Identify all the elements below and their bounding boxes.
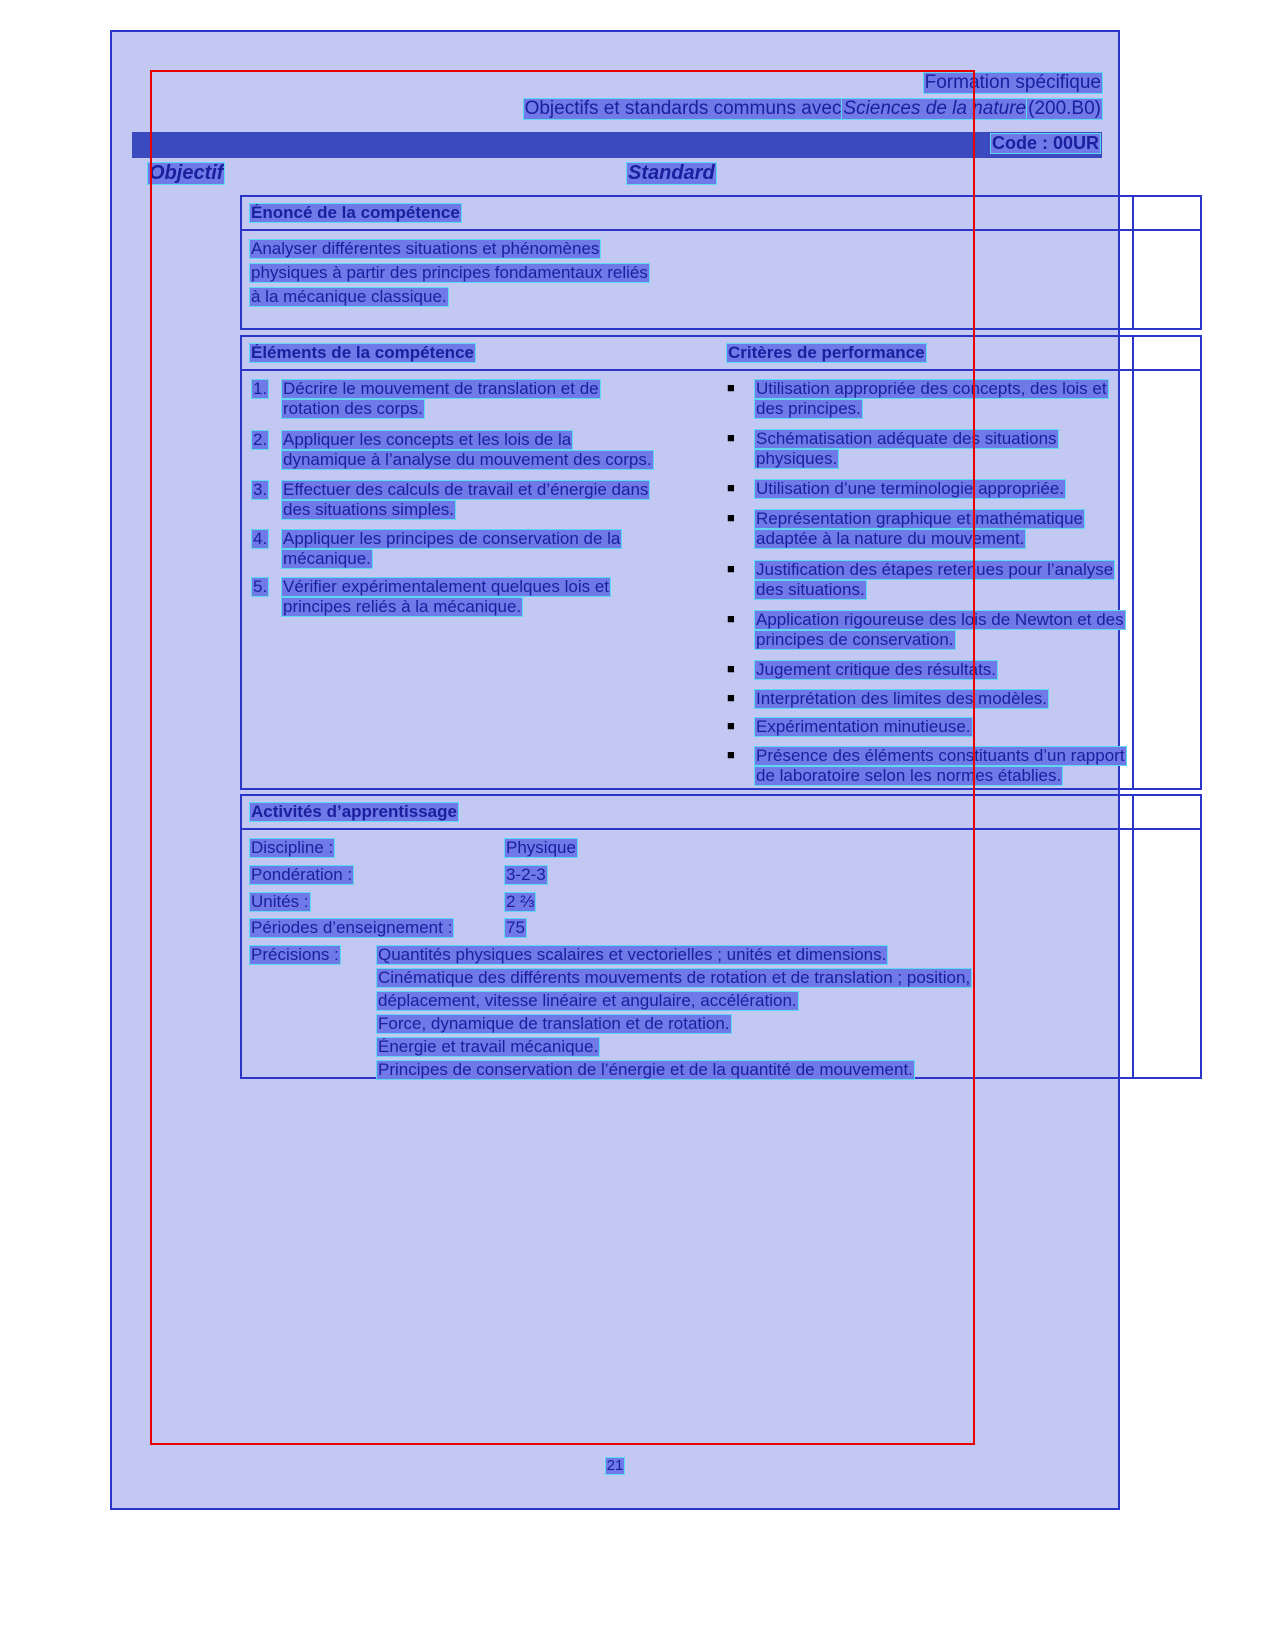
code-bar-value-wrap bbox=[991, 133, 1100, 154]
enonce-line-2-text: physiques à partir des principes fondamentaux reliés bbox=[251, 263, 648, 282]
critere-item-6 bbox=[727, 610, 1197, 650]
precisions-line-2-text: Cinématique des différents mouvements de rotation et de translation ; position, bbox=[378, 968, 971, 987]
critere-item-1-line-1: Utilisation appropriée des concepts, des lois et bbox=[756, 379, 1107, 398]
precisions-line-4-text: Force, dynamique de translation et de rotation. bbox=[378, 1014, 730, 1033]
enonce-heading: Énoncé de la compétence bbox=[251, 203, 460, 222]
precisions-line-3-text: déplacement, vitesse linéaire et angulaire, accélération. bbox=[378, 991, 797, 1010]
column-title-standard: Standard bbox=[628, 162, 715, 184]
bullet-icon: ■ bbox=[727, 510, 735, 525]
critere-item-7 bbox=[727, 660, 1197, 680]
activites-row-unites-value: 2 ⅔ bbox=[506, 892, 535, 911]
elements-heading: Éléments de la compétence bbox=[251, 343, 474, 362]
header-line-formation bbox=[132, 72, 1102, 94]
precisions-line-2 bbox=[377, 968, 971, 988]
element-item-2-line-2: dynamique à l’analyse du mouvement des corps. bbox=[283, 450, 652, 469]
header-objectifs-suffix: (200.B0) bbox=[1028, 98, 1101, 119]
critere-item-1 bbox=[727, 379, 1197, 419]
element-item-5-number: 5. bbox=[253, 577, 268, 596]
code-bar bbox=[132, 132, 1102, 158]
page-number: 21 bbox=[606, 1457, 624, 1474]
element-item-2-line-1: Appliquer les concepts et les lois de la bbox=[283, 430, 572, 449]
critere-item-4 bbox=[727, 509, 1197, 549]
element-item-3 bbox=[252, 480, 722, 520]
element-item-5 bbox=[252, 577, 722, 617]
enonce-line-1-text: Analyser différentes situations et phénomènes bbox=[251, 239, 600, 258]
bullet-icon: ■ bbox=[727, 430, 735, 445]
page-number-wrap bbox=[112, 1457, 1118, 1474]
precisions-line-3 bbox=[377, 991, 798, 1011]
header-objectifs-italic: Sciences de la nature bbox=[843, 98, 1027, 119]
element-item-1-line-2: rotation des corps. bbox=[283, 399, 423, 418]
activites-row-ponderation-value: 3-2-3 bbox=[506, 865, 546, 884]
criteres-heading-wrap bbox=[727, 343, 926, 363]
activites-heading-wrap bbox=[250, 802, 458, 822]
activites-heading: Activités d’apprentissage bbox=[251, 802, 457, 821]
section-activites bbox=[240, 794, 1202, 1079]
precisions-line-1-text: Quantités physiques scalaires et vectorielles ; unités et dimensions. bbox=[378, 945, 887, 964]
element-item-5-line-2: principes reliés à la mécanique. bbox=[283, 597, 522, 616]
critere-item-2 bbox=[727, 429, 1197, 469]
precisions-line-6 bbox=[377, 1060, 914, 1080]
activites-row-ponderation bbox=[250, 865, 710, 885]
code-bar-value: Code : 00UR bbox=[991, 133, 1099, 153]
critere-item-2-line-1: Schématisation adéquate des situations bbox=[756, 429, 1057, 448]
column-title-objectif-wrap bbox=[148, 162, 224, 185]
activites-row-discipline-key: Discipline : bbox=[251, 838, 334, 857]
enonce-line-3 bbox=[250, 287, 448, 307]
column-title-standard-wrap bbox=[627, 162, 716, 185]
critere-item-3-line-1: Utilisation d’une terminologie appropriée. bbox=[756, 479, 1065, 498]
divider-enonce-header bbox=[242, 229, 1200, 231]
critere-item-8-line-1: Interprétation des limites des modèles. bbox=[756, 689, 1048, 708]
activites-row-periodes-value: 75 bbox=[506, 918, 525, 937]
enonce-line-2 bbox=[250, 263, 649, 283]
column-titles-row bbox=[142, 162, 1102, 190]
critere-item-10-line-1: Présence des éléments constituants d’un rapport bbox=[756, 746, 1125, 765]
critere-item-5-line-1: Justification des étapes retenues pour l’analyse bbox=[756, 560, 1114, 579]
precisions-line-4 bbox=[377, 1014, 731, 1034]
precisions-line-5 bbox=[377, 1037, 599, 1057]
element-item-2 bbox=[252, 430, 722, 470]
section-enonce bbox=[240, 195, 1202, 330]
activites-row-ponderation-key: Pondération : bbox=[251, 865, 353, 884]
critere-item-4-line-2: adaptée à la nature du mouvement. bbox=[756, 529, 1025, 548]
header-objectifs-prefix: Objectifs et standards communs avec bbox=[524, 98, 842, 119]
activites-row-periodes bbox=[250, 918, 710, 938]
element-item-3-line-1: Effectuer des calculs de travail et d’énergie dans bbox=[283, 480, 649, 499]
enonce-line-1 bbox=[250, 239, 600, 259]
precisions-line-1 bbox=[377, 945, 887, 965]
precisions-line-5-text: Énergie et travail mécanique. bbox=[378, 1037, 599, 1056]
critere-item-6-line-1: Application rigoureuse des lois de Newton et des bbox=[756, 610, 1124, 629]
elements-heading-wrap bbox=[250, 343, 475, 363]
critere-item-6-line-2: principes de conservation. bbox=[756, 630, 954, 649]
bullet-icon: ■ bbox=[727, 747, 735, 762]
divider-activites-header bbox=[242, 828, 1200, 830]
activites-row-unites bbox=[250, 892, 710, 912]
critere-item-10 bbox=[727, 746, 1197, 786]
element-item-5-line-1: Vérifier expérimentalement quelques lois et bbox=[283, 577, 610, 596]
critere-item-9-line-1: Expérimentation minutieuse. bbox=[756, 717, 971, 736]
activites-row-periodes-key: Périodes d’enseignement : bbox=[251, 918, 453, 937]
critere-item-4-line-1: Représentation graphique et mathématique bbox=[756, 509, 1083, 528]
bullet-icon: ■ bbox=[727, 380, 735, 395]
critere-item-5-line-2: des situations. bbox=[756, 580, 865, 599]
bullet-icon: ■ bbox=[727, 718, 735, 733]
activites-row-discipline bbox=[250, 838, 710, 858]
critere-item-7-line-1: Jugement critique des résultats. bbox=[756, 660, 997, 679]
divider-elements-header bbox=[242, 369, 1200, 371]
activites-row-unites-key: Unités : bbox=[251, 892, 309, 911]
divider-right-enonce bbox=[1132, 197, 1134, 328]
critere-item-1-line-2: des principes. bbox=[756, 399, 861, 418]
critere-item-10-line-2: de laboratoire selon les normes établies. bbox=[756, 766, 1062, 785]
header-line-objectifs bbox=[132, 98, 1102, 120]
element-item-4 bbox=[252, 529, 722, 569]
section-elements bbox=[240, 335, 1202, 790]
document-header bbox=[132, 72, 1102, 120]
element-item-2-number: 2. bbox=[253, 430, 268, 449]
document-page bbox=[110, 30, 1125, 1510]
element-item-3-number: 3. bbox=[253, 480, 268, 499]
bullet-icon: ■ bbox=[727, 561, 735, 576]
element-item-1 bbox=[252, 379, 722, 419]
divider-right-activites bbox=[1132, 796, 1134, 1077]
critere-item-9 bbox=[727, 717, 1197, 737]
bullet-icon: ■ bbox=[727, 480, 735, 495]
element-item-4-line-1: Appliquer les principes de conservation de la bbox=[283, 529, 621, 548]
element-item-1-number: 1. bbox=[253, 379, 268, 398]
critere-item-8 bbox=[727, 689, 1197, 709]
column-title-objectif: Objectif bbox=[149, 162, 224, 184]
element-item-1-line-1: Décrire le mouvement de translation et de bbox=[283, 379, 599, 398]
bullet-icon: ■ bbox=[727, 690, 735, 705]
critere-item-5 bbox=[727, 560, 1197, 600]
critere-item-2-line-2: physiques. bbox=[756, 449, 838, 468]
enonce-heading-wrap bbox=[250, 203, 461, 223]
criteres-heading: Critères de performance bbox=[728, 343, 925, 362]
element-item-3-line-2: des situations simples. bbox=[283, 500, 455, 519]
enonce-line-3-text: à la mécanique classique. bbox=[251, 287, 447, 306]
header-formation-text: Formation spécifique bbox=[924, 72, 1101, 93]
precisions-line-6-text: Principes de conservation de l’énergie et de la quantité de mouvement. bbox=[378, 1060, 913, 1079]
bullet-icon: ■ bbox=[727, 661, 735, 676]
element-item-4-number: 4. bbox=[253, 529, 268, 548]
bullet-icon: ■ bbox=[727, 611, 735, 626]
precisions-label-wrap bbox=[250, 945, 340, 965]
precisions-label: Précisions : bbox=[251, 945, 339, 964]
activites-row-discipline-value: Physique bbox=[506, 838, 576, 857]
element-item-4-line-2: mécanique. bbox=[283, 549, 371, 568]
critere-item-3 bbox=[727, 479, 1197, 499]
